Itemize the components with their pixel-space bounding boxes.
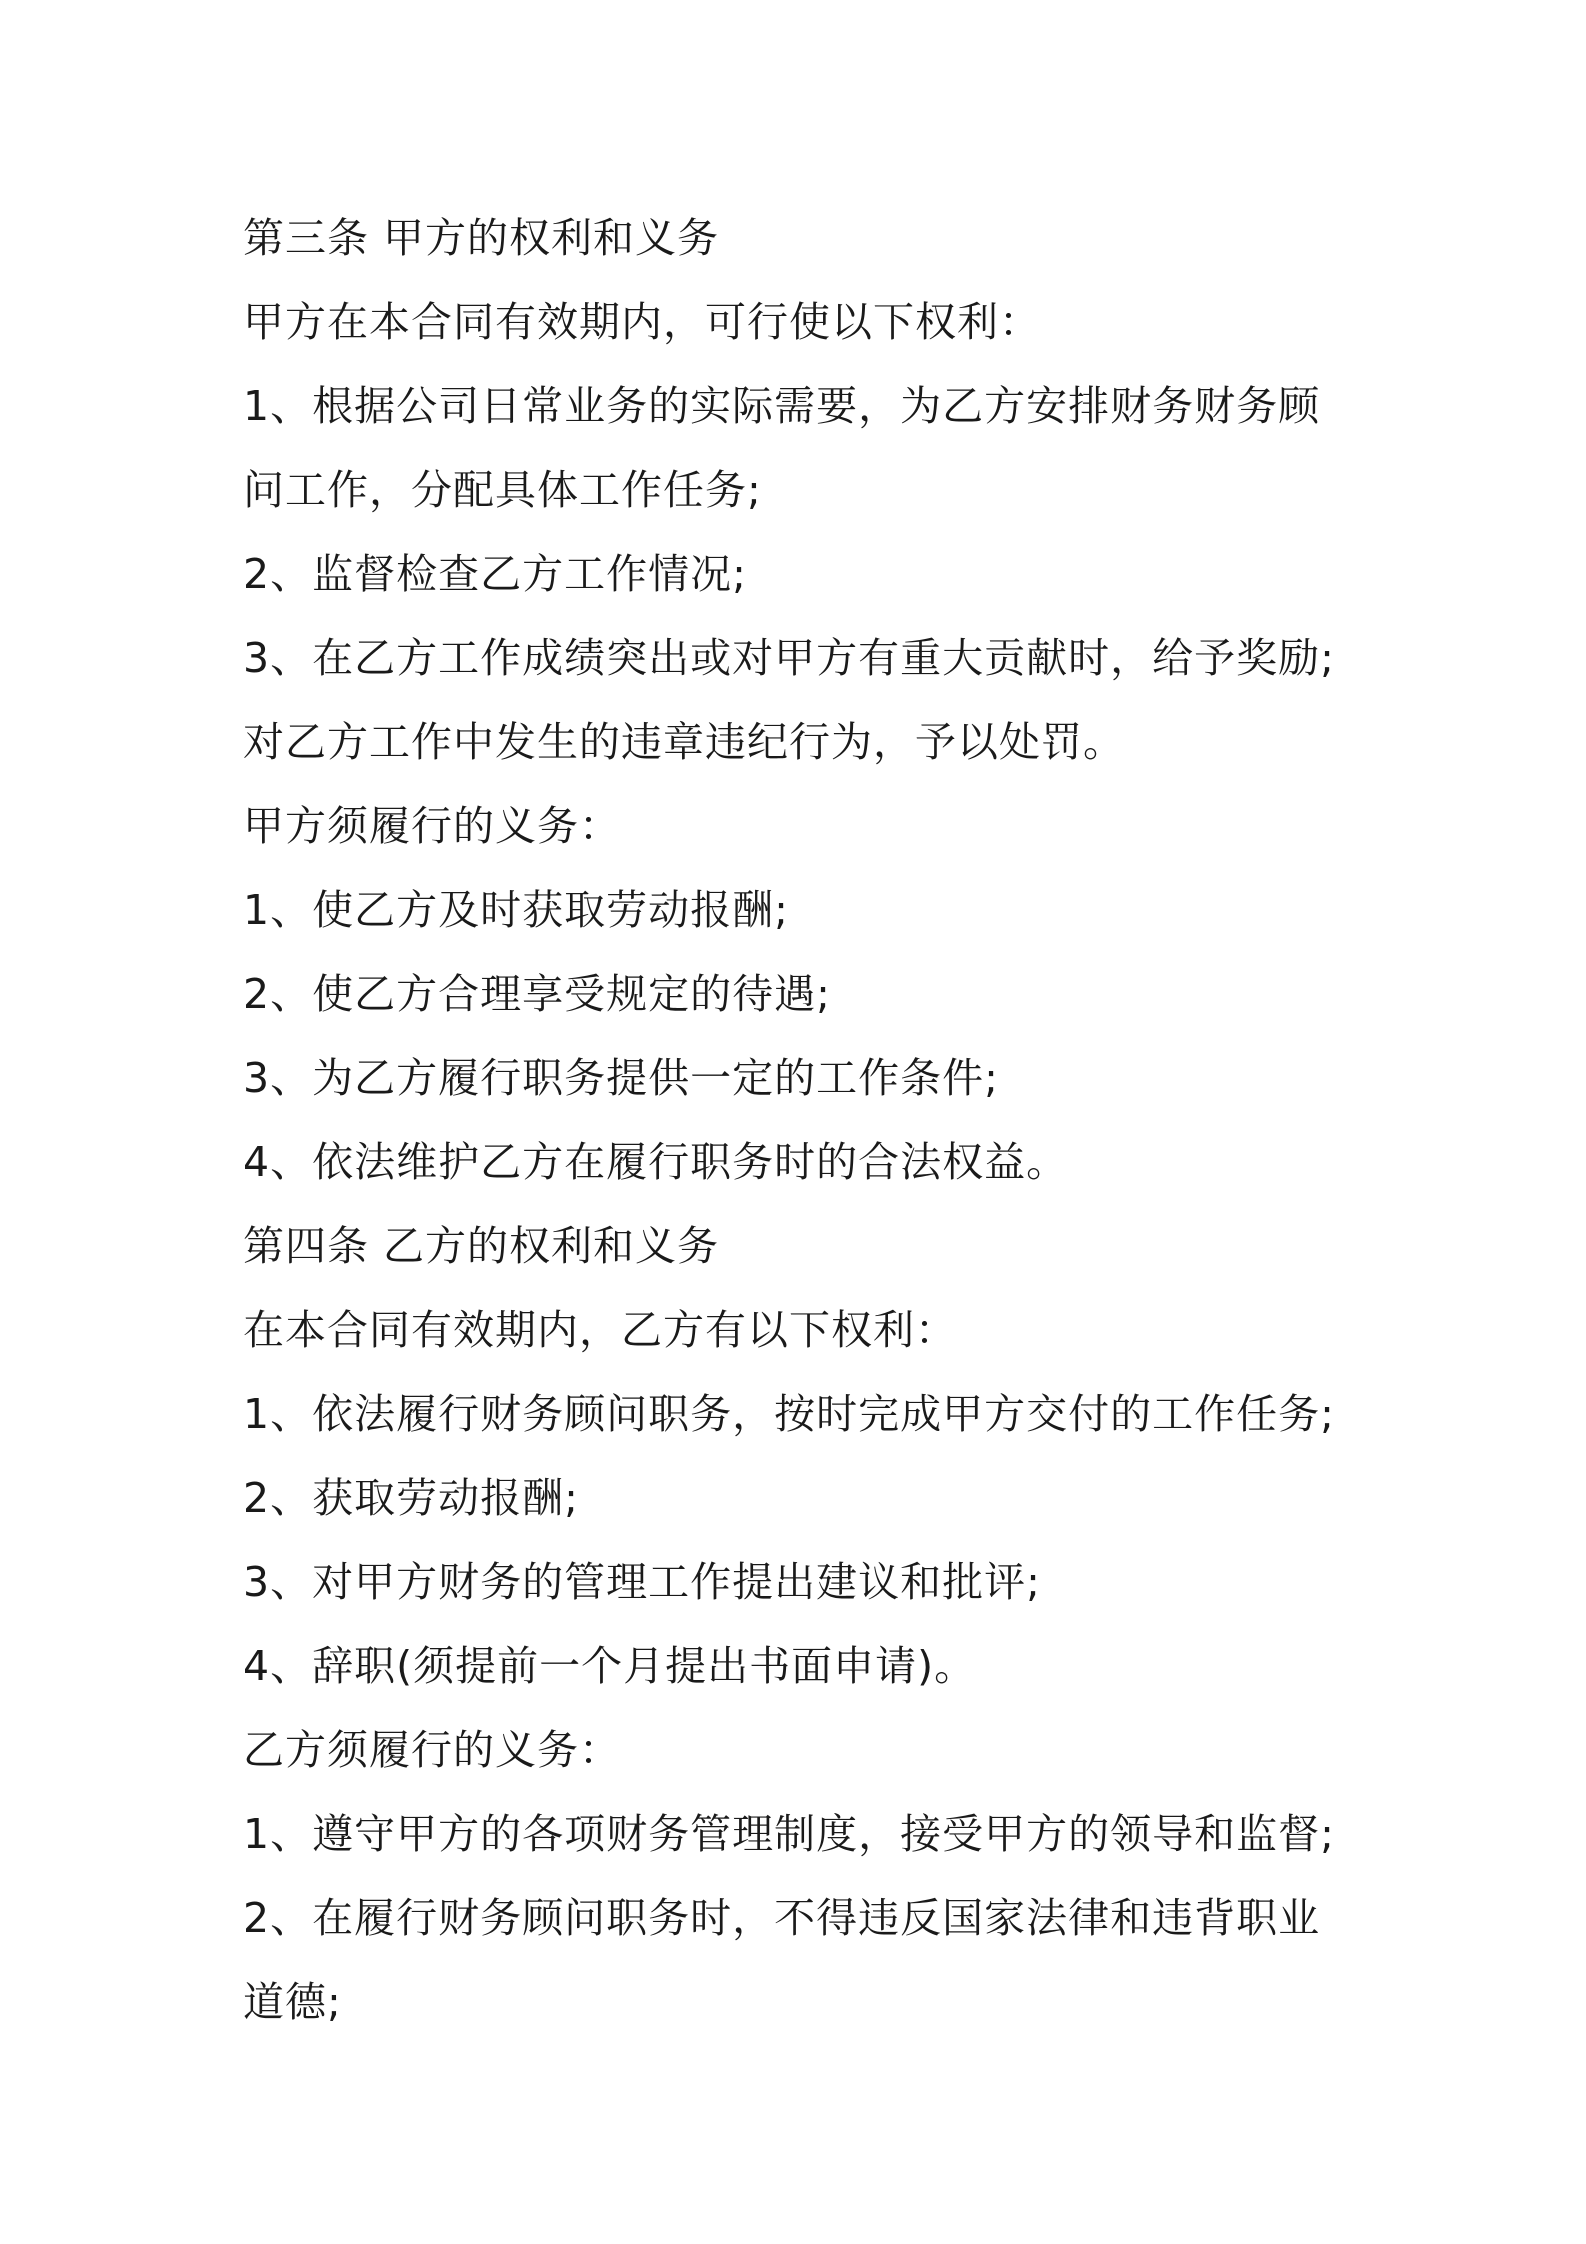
party-b-duty-1: 1、遵守甲方的各项财务管理制度，接受甲方的领导和监督; (243, 1810, 1335, 1858)
party-a-duty-1: 1、使乙方及时获取劳动报酬; (243, 886, 789, 934)
party-a-right-1-line-2: 问工作，分配具体工作任务; (243, 466, 762, 514)
article-4-heading: 第四条 乙方的权利和义务 (243, 1222, 720, 1270)
party-a-right-1-line-1: 1、根据公司日常业务的实际需要，为乙方安排财务财务顾 (243, 382, 1321, 430)
party-b-rights-intro: 在本合同有效期内，乙方有以下权利： (243, 1306, 957, 1354)
party-b-right-2: 2、获取劳动报酬; (243, 1474, 579, 1522)
party-a-rights-intro: 甲方在本合同有效期内，可行使以下权利： (243, 298, 1041, 346)
party-b-duties-intro: 乙方须履行的义务： (243, 1726, 621, 1774)
party-a-right-3-line-1: 3、在乙方工作成绩突出或对甲方有重大贡献时，给予奖励; (243, 634, 1335, 682)
article-3-heading: 第三条 甲方的权利和义务 (243, 214, 720, 262)
party-a-right-3-line-2: 对乙方工作中发生的违章违纪行为，予以处罚。 (243, 718, 1125, 766)
party-a-duty-2: 2、使乙方合理享受规定的待遇; (243, 970, 831, 1018)
party-b-right-3: 3、对甲方财务的管理工作提出建议和批评; (243, 1558, 1041, 1606)
party-a-duty-3: 3、为乙方履行职务提供一定的工作条件; (243, 1054, 999, 1102)
party-a-duty-4: 4、依法维护乙方在履行职务时的合法权益。 (243, 1138, 1069, 1186)
party-b-duty-2-line-1: 2、在履行财务顾问职务时，不得违反国家法律和违背职业 (243, 1894, 1321, 1942)
party-b-right-4: 4、辞职(须提前一个月提出书面申请)。 (243, 1642, 977, 1690)
party-a-right-2: 2、监督检查乙方工作情况; (243, 550, 747, 598)
document-body (243, 196, 1363, 2044)
party-a-duties-intro: 甲方须履行的义务： (243, 802, 621, 850)
party-b-right-1: 1、依法履行财务顾问职务，按时完成甲方交付的工作任务; (243, 1390, 1335, 1438)
party-b-duty-2-line-2: 道德; (243, 1978, 342, 2026)
